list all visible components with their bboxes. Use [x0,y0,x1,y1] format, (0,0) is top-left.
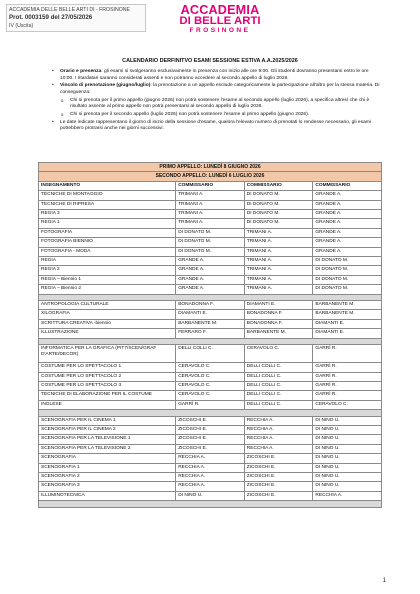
rule-item [52,120,382,133]
table-row [39,275,382,284]
table-row [39,210,382,219]
exam-schedule-table [38,162,382,508]
commissario-cell: GARRÌ R. [313,363,382,372]
commissario-cell: CERAVOLO C. [313,400,382,409]
commissario-cell: ZICOSCHI E. [176,444,245,453]
commissario-cell: TRIMANI A. [244,266,313,275]
table-row [39,482,382,491]
rule-text: Chi si prenota per il secondo appello (luglio 2026) non potrà sostenere l'esame al primo appello (giugno 2026). [70,111,310,117]
commissario-cell: TRIMANI A. [244,247,313,256]
commissario-cell: GRANDE A. [176,275,245,284]
commissario-cell: ZICOSCHI E. [176,416,245,425]
insegnamento-cell: SCENOGRAFIA [39,454,176,463]
commissario-cell: ZICOSCHI E. [176,435,245,444]
rule-heading: Vincolo di prenotazione (giugno/luglio) [60,83,151,89]
second-exam-session-row [39,172,382,181]
commissario-cell: DI DONATO M. [244,210,313,219]
insegnamento-cell: SCENOGRAFIA 3 [39,482,176,491]
commissario-cell: GRANDE A. [313,219,382,228]
logo-line-3: FROSINONE [189,27,251,34]
insegnamento-cell: TECNICHE DI MONTAGGIO [39,191,176,200]
rule-item [52,69,382,82]
page-number: 1 [382,578,386,584]
header-insegnamento: INSEGNAMENTO [39,181,176,190]
table-row [39,400,382,409]
commissario-cell: DI DONATO M. [313,285,382,294]
commissario-cell: ZICOSCHI E. [244,491,313,500]
table-row [39,435,382,444]
commissario-cell: GRANDE A. [313,238,382,247]
table-row [39,228,382,237]
commissario-cell: TRIMANI A. [244,257,313,266]
table-row [39,257,382,266]
group-separator [39,501,382,507]
commissario-cell: GARRÌ R. [313,391,382,400]
logo-line-1: ACCADEMIA [180,3,260,17]
commissario-cell: BARBANENTE M. [244,329,313,338]
protocol-stamp [6,4,146,32]
insegnamento-cell: COSTUME PER LO SPETTACOLO 1 [39,363,176,372]
table-row [39,444,382,453]
commissario-cell: TRIMANI A. [244,228,313,237]
stamp-organization: ACCADEMIA DELLE BELLE ARTI DI - FROSINONE [9,7,130,13]
header-commissario-3: COMMISSARIO [313,181,382,190]
insegnamento-cell: INGLESE [39,400,176,409]
commissario-cell: DI DONATO M. [313,257,382,266]
table-row [39,285,382,294]
academy-logo [174,5,266,35]
insegnamento-cell: TECNICHE DI ELABORAZIONE PER IL COSTUME [39,391,176,400]
commissario-cell: DELLI COLLI C. [244,372,313,381]
table-row [39,416,382,425]
commissario-cell: TRIMANI A. [176,200,245,209]
commissario-cell: CERAVOLO C. [176,391,245,400]
commissario-cell: RECCHIA A. [176,463,245,472]
commissario-cell: DI DONATO M. [313,275,382,284]
rule-heading: Orario e presenza [60,69,102,74]
rule-sub-item [52,112,382,119]
table-row [39,191,382,200]
table-row [39,345,382,363]
table-row [39,381,382,390]
commissario-cell: BONADONNA F. [176,301,245,310]
insegnamento-cell: XILOGRAFIA [39,310,176,319]
commissario-cell: GRANDE A. [176,285,245,294]
insegnamento-cell: FOTOGRAFIA [39,228,176,237]
rule-sub-item [52,98,382,111]
table-row [39,425,382,434]
table-row [39,372,382,381]
commissario-cell: DI DONATO M. [176,238,245,247]
insegnamento-cell: REGIA [39,257,176,266]
table-row [39,238,382,247]
insegnamento-cell: ILLUMINOTECNICA [39,491,176,500]
commissario-cell: DI NINO U. [313,472,382,481]
insegnamento-cell: REGIA – Biennio 1 [39,275,176,284]
second-exam-session: SECONDO APPELLO: LUNEDÌ 6 LUGLIO 2026 [39,172,382,181]
insegnamento-cell: REGIA 1 [39,219,176,228]
commissario-cell: DI DONATO M. [244,200,313,209]
commissario-cell: RECCHIA A. [244,416,313,425]
commissario-cell: FERRARO F. [176,329,245,338]
commissario-cell: DI NINO U. [313,454,382,463]
header-commissario-2: COMMISSARIO [244,181,313,190]
commissario-cell: ZICOSCHI E. [244,472,313,481]
insegnamento-cell: SCENOGRAFIA 1 [39,463,176,472]
table-row [39,491,382,500]
commissario-cell: DIAMANTI E. [176,310,245,319]
commissario-cell: TRIMANI A. [176,210,245,219]
insegnamento-cell: REGIA 3 [39,210,176,219]
commissario-cell: GRANDE A. [313,191,382,200]
table-row [39,200,382,209]
commissario-cell: TRIMANI A. [244,285,313,294]
table-row [39,391,382,400]
commissario-cell: GRANDE A. [313,247,382,256]
commissario-cell: DELLI COLLI C. [244,363,313,372]
first-exam-session: PRIMO APPELLO: LUNEDÌ 8 GIUGNO 2026 [39,163,382,172]
commissario-cell: GARRÌ R. [176,400,245,409]
table-row [39,454,382,463]
rules-list [52,69,382,134]
commissario-cell: TRIMANI A. [176,219,245,228]
commissario-cell: DI NINO U. [313,482,382,491]
stamp-direction: IV (Uscita) [9,23,34,29]
insegnamento-cell: REGIA – Biennio 2 [39,285,176,294]
table-row [39,363,382,372]
insegnamento-cell: SCENOGRAFIA 2 [39,472,176,481]
commissario-cell: RECCHIA A. [313,491,382,500]
commissario-cell: DELLI COLLI C. [244,381,313,390]
group-separator-row [39,501,382,507]
table-row [39,310,382,319]
commissario-cell: DELLI COLLI C. [244,391,313,400]
commissario-cell: ZICOSCHI E. [244,454,313,463]
insegnamento-cell: TECNICHE DI RIPRESA [39,200,176,209]
table-row [39,329,382,338]
commissario-cell: DI NINO U. [313,444,382,453]
insegnamento-cell: FOTOGRAFIA BIENNIO [39,238,176,247]
commissario-cell: GRANDE A. [313,200,382,209]
insegnamento-cell: INFORMATICA PER LA GRAFICA (PIT7/SCEN/GRAF D'ARTE/DECOR) [39,345,176,363]
commissario-cell: DI NINO U. [313,425,382,434]
commissario-cell: ZICOSCHI E. [176,425,245,434]
commissario-cell: RECCHIA A. [244,425,313,434]
commissario-cell: ZICOSCHI E. [244,482,313,491]
table-row [39,266,382,275]
insegnamento-cell: ILLUSTRAZIONE [39,329,176,338]
exam-schedule-body [39,163,382,508]
commissario-cell: DI NINO U. [313,435,382,444]
insegnamento-cell: SCENOGRAFIA PER LA TELEVISIONE 2 [39,444,176,453]
insegnamento-cell: REGIA 2 [39,266,176,275]
commissario-cell: RECCHIA A. [176,454,245,463]
commissario-cell: DIAMANTI E. [313,329,382,338]
commissario-cell: GRANDE A. [176,257,245,266]
commissario-cell: DI DONATO M. [176,247,245,256]
table-row [39,219,382,228]
commissario-cell: DIAMANTI E. [244,301,313,310]
document-title: CALENDARIO DERFINITVO ESAMI SESSIONE ESTIVA A.A.2025/2026 [122,58,298,64]
table-row [39,463,382,472]
commissario-cell: GRANDE A. [313,210,382,219]
rule-text: : la prenotazione a un appello esclude categoricamente la partecipazione all'altro per la stessa materia. Di conseguenza: [60,83,380,95]
commissario-cell: GARRÌ R. [313,345,382,363]
commissario-cell: TRIMANI A. [244,238,313,247]
insegnamento-cell: COSTUME PER LO SPETTACOLO 3 [39,381,176,390]
commissario-cell: CERAVOLO C. [176,381,245,390]
commissario-cell: RECCHIA A. [244,435,313,444]
rule-item [52,83,382,96]
commissario-cell: BARBANENTE M. [176,319,245,328]
insegnamento-cell: SCENOGRAFIA PER IL CINEMA 2 [39,425,176,434]
commissario-cell: TRIMANI A. [176,191,245,200]
commissario-cell: GARRÌ R. [313,372,382,381]
commissario-cell: GARRÌ R. [313,381,382,390]
first-exam-session-row [39,163,382,172]
commissario-cell: DELLI COLLI C. [176,345,245,363]
commissario-cell: DI DONATO M. [244,219,313,228]
commissario-cell: BONADONNA F. [244,319,313,328]
table-row [39,247,382,256]
commissario-cell: DIAMANTI E. [313,319,382,328]
commissario-cell: RECCHIA A. [176,472,245,481]
logo-line-2: DI BELLE ARTI [179,15,261,27]
commissario-cell: DI DONATO M. [313,266,382,275]
insegnamento-cell: SCENOGRAFIA PER IL CINEMA 1 [39,416,176,425]
commissario-cell: DI DONATO M. [176,228,245,237]
table-row [39,319,382,328]
commissario-cell: GRANDE A. [313,228,382,237]
rule-text: Le date indicate rappresentano il giorno di inizio della sessione d'esame, qualora l'elevato numero di prenotati lo rendesse necessario, gli esami potrebbero protrarsi anche nei giorni successivi. [60,119,371,132]
insegnamento-cell: SCENOGRAFIA PER LA TELEVISIONE 1 [39,435,176,444]
commissario-cell: BONADONNA F. [244,310,313,319]
commissario-cell: DI DONATO M. [244,191,313,200]
commissario-cell: RECCHIA A. [176,482,245,491]
table-row [39,301,382,310]
commissario-cell: CERAVOLO C. [176,372,245,381]
table-header-row [39,181,382,190]
stamp-protocol-number: Prot. 0003159 del 27/05/2026 [9,14,93,21]
commissario-cell: ZICOSCHI E. [244,463,313,472]
table-row [39,472,382,481]
commissario-cell: TRIMANI A. [244,275,313,284]
commissario-cell: BARBANENTE M. [313,301,382,310]
insegnamento-cell: FOTOGRAFIA - MODA [39,247,176,256]
insegnamento-cell: COSTUME PER LO SPETTACOLO 2 [39,372,176,381]
rule-text: Chi si prenota per il primo appello (giugno 2026) non potrà sostenere l'esame al secondo appello (luglio 2026), a specifica altresì che chi è risultato assente al primo appello non potrà presentarsi al secondo appello di luglio 2026. [70,97,370,110]
rule-text: : gli esami si svolgeranno esclusivamente in presenza con inizio alle ore 9:00. Gli studenti dovranno presentarsi entro le ore 10:00. I ritardatari saranno considerati assenti e non potranno accedere al secondo appello di luglio 2026. [60,69,369,81]
commissario-cell: DI NINO U. [313,463,382,472]
commissario-cell: DELLI COLLI C. [244,400,313,409]
commissario-cell: GRANDE A. [176,266,245,275]
commissario-cell: RECCHIA A. [244,444,313,453]
commissario-cell: DI NINO U. [313,416,382,425]
commissario-cell: BARBANENTE M. [313,310,382,319]
insegnamento-cell: ANTROPOLOGIA CULTURALE [39,301,176,310]
header-commissario-1: COMMISSARIO [176,181,245,190]
commissario-cell: CERAVOLO C. [244,345,313,363]
insegnamento-cell: SCRITTURA CREATIVA -biennio [39,319,176,328]
commissario-cell: CERAVOLO C. [176,363,245,372]
commissario-cell: DI NINO U. [176,491,245,500]
